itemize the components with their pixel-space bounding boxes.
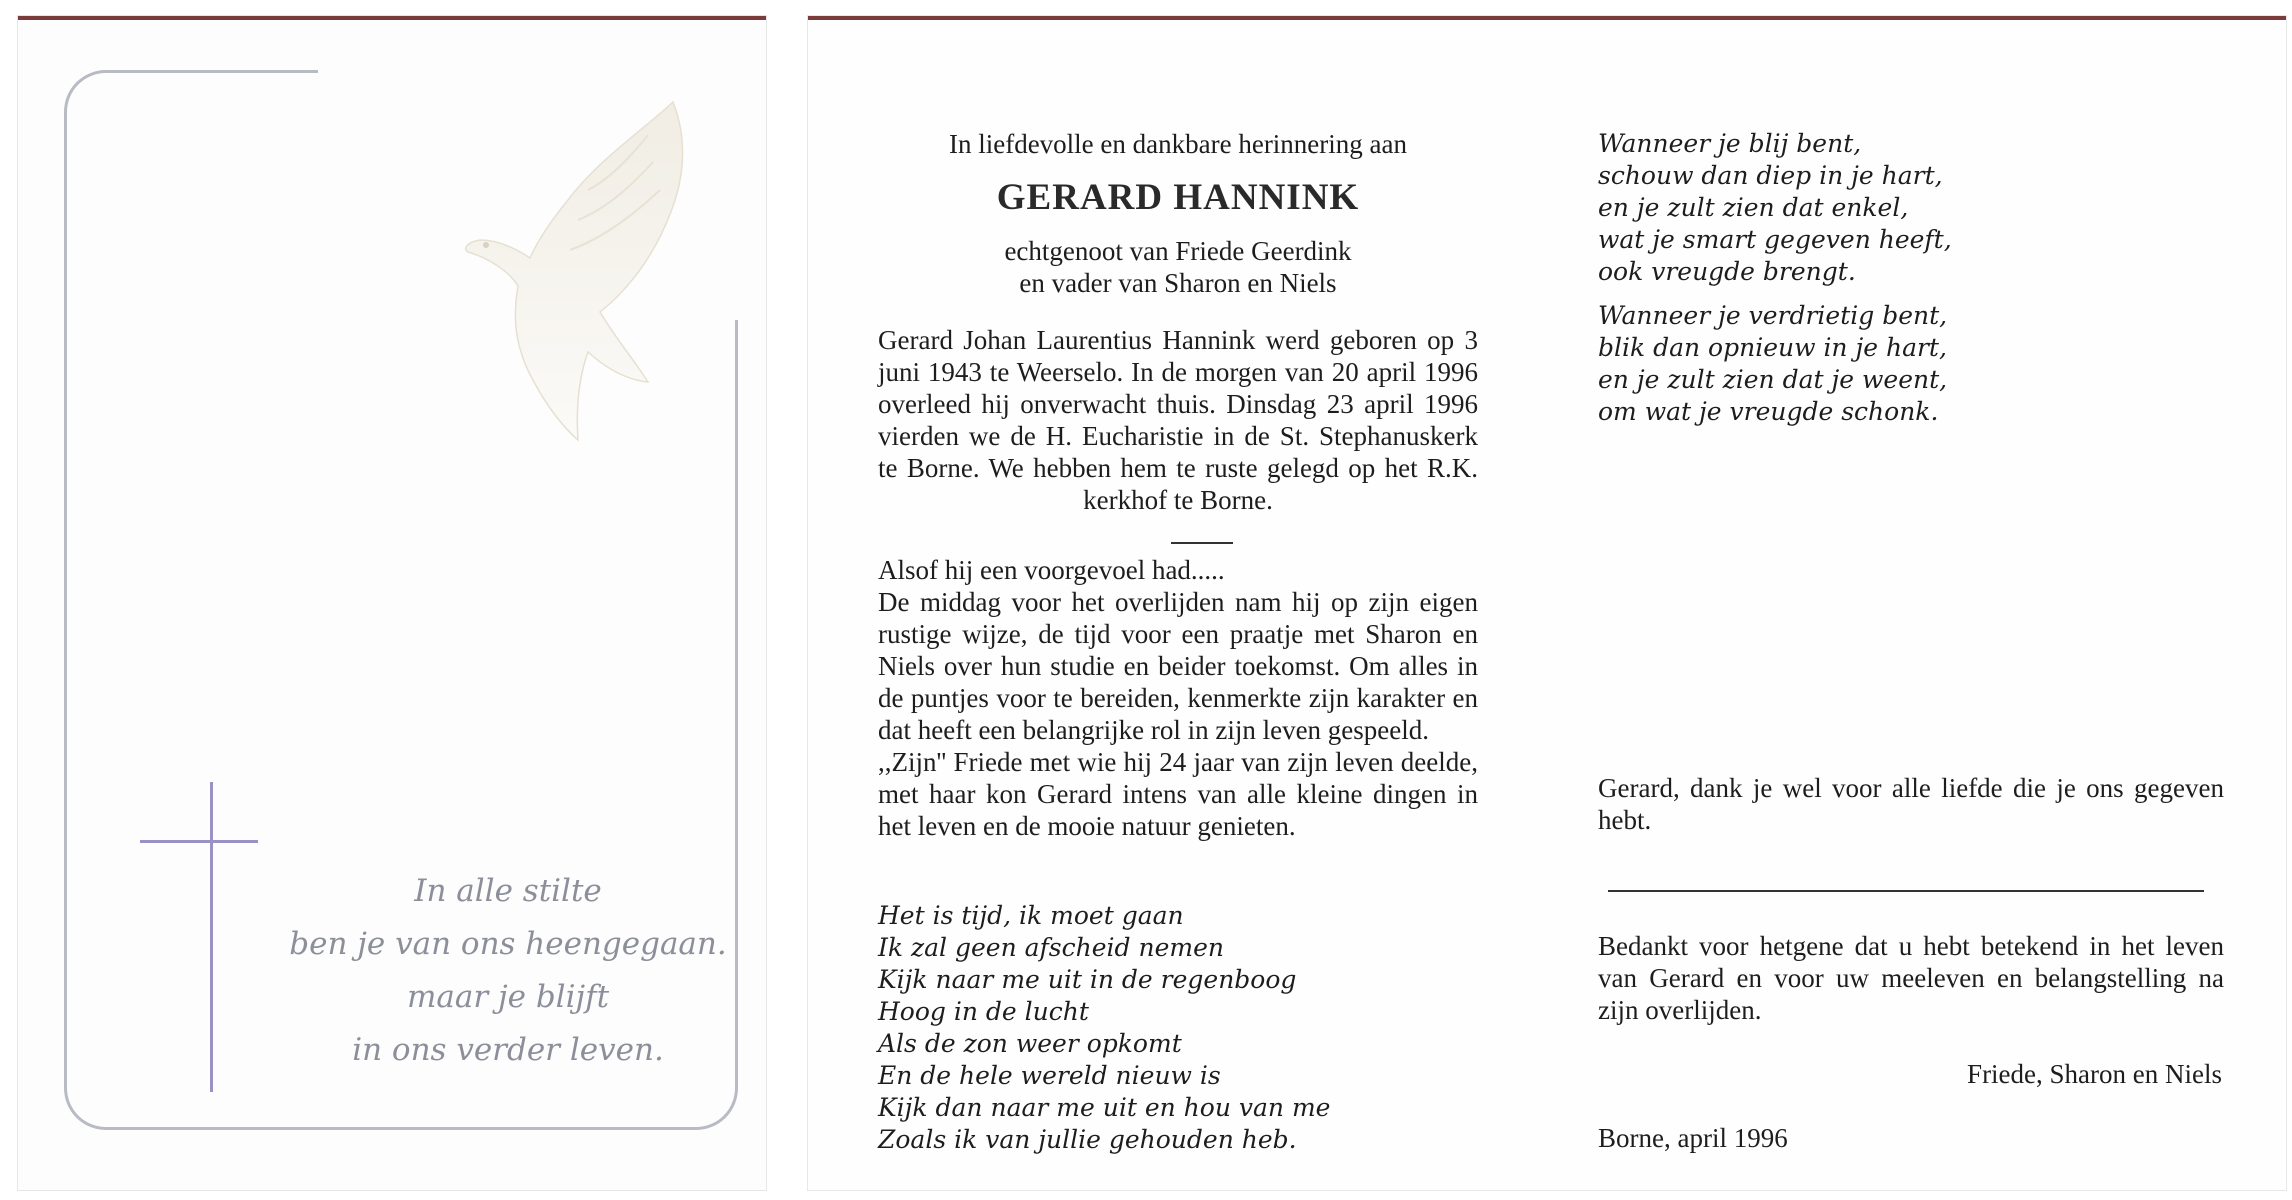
deceased-name: GERARD HANNINK xyxy=(996,177,1360,218)
front-poem xyxy=(288,865,728,1077)
poem-line: Als de zon weer opkomt xyxy=(878,1029,1182,1058)
verse-line: Wanneer je blij bent, xyxy=(1598,129,1862,158)
verse-line: blik dan opnieuw in je hart, xyxy=(1598,333,1947,362)
verse-line: ook vreugde brengt. xyxy=(1598,257,1856,286)
intro-text: In liefdevolle en dankbare herinnering aan xyxy=(948,129,1408,159)
poem-line: Zoals ik van jullie gehouden heb. xyxy=(878,1125,1297,1154)
front-poem-line: ben je van ons heengegaan. xyxy=(289,926,727,962)
verse xyxy=(1598,128,2198,440)
verse-stanza xyxy=(1598,128,2198,288)
front-poem-line: maar je blijft xyxy=(406,979,610,1015)
poem-line: Ik zal geen afscheid nemen xyxy=(878,933,1224,962)
relation-line: echtgenoot van Friede Geerdink xyxy=(1004,236,1352,266)
verse-line: om wat je vreugde schonk. xyxy=(1598,397,1939,426)
inside-card xyxy=(808,16,2286,1190)
story xyxy=(878,554,1478,842)
poem-line: En de hele wereld nieuw is xyxy=(878,1061,1221,1090)
poem-line: Hoog in de lucht xyxy=(878,997,1089,1026)
relations xyxy=(868,235,1488,299)
front-poem-line: in ons verder leven. xyxy=(352,1032,664,1068)
story-paragraph: ,,Zijn'' Friede met wie hij 24 jaar van zijn leven deelde, met haar kon Gerard intens van alle kleine dingen in het leven en de mooie natuur genieten. xyxy=(878,747,1478,841)
family-thanks: Gerard, dank je wel voor alle liefde die je ons gegeven hebt. xyxy=(1598,773,2224,835)
signature: Friede, Sharon en Niels xyxy=(1967,1059,2222,1089)
story-opening: Alsof hij een voorgevoel had..... xyxy=(878,555,1225,585)
divider xyxy=(1608,890,2204,892)
verse-stanza xyxy=(1598,300,2198,428)
verse-line: schouw dan diep in je hart, xyxy=(1598,161,1943,190)
poem xyxy=(878,900,1478,1156)
biography: Gerard Johan Laurentius Hannink werd geboren op 3 juni 1943 te Weerselo. In de morgen van 20 april 1996 overleed hij onverwacht thuis. Dinsdag 23 april 1996 vierden we de H. Eucharistie in de St. Stephanuskerk te Borne. We hebben hem te ruste gelegd op het R.K. kerkhof te Borne. xyxy=(878,325,1478,515)
front-card xyxy=(18,16,766,1190)
poem-line: Kijk dan naar me uit en hou van me xyxy=(878,1093,1331,1122)
acknowledgement: Bedankt voor hetgene dat u hebt betekend in het leven van Gerard en voor uw meeleven en belangstelling na zijn overlijden. xyxy=(1598,931,2224,1025)
relation-line: en vader van Sharon en Niels xyxy=(1019,268,1337,298)
front-poem-line: In alle stilte xyxy=(414,873,602,909)
cross-icon xyxy=(140,782,258,1092)
verse-line: en je zult zien dat enkel, xyxy=(1598,193,1909,222)
verse-line: en je zult zien dat je weent, xyxy=(1598,365,1948,394)
poem-line: Kijk naar me uit in de regenboog xyxy=(878,965,1297,994)
story-paragraph: De middag voor het overlijden nam hij op zijn eigen rustige wijze, de tijd voor een praatje met Sharon en Niels over hun studie en beider toekomst. Om alles in de puntjes voor te bereiden, kenmerkte zijn karakter en dat heeft een belangrijke rol in zijn leven gespeeld. xyxy=(878,587,1478,745)
verse-line: Wanneer je verdrietig bent, xyxy=(1598,301,1948,330)
verse-line: wat je smart gegeven heeft, xyxy=(1598,225,1952,254)
poem-line: Het is tijd, ik moet gaan xyxy=(878,901,1184,930)
dove-icon xyxy=(438,90,718,450)
place-date: Borne, april 1996 xyxy=(1598,1123,1788,1153)
divider xyxy=(1171,542,1233,544)
